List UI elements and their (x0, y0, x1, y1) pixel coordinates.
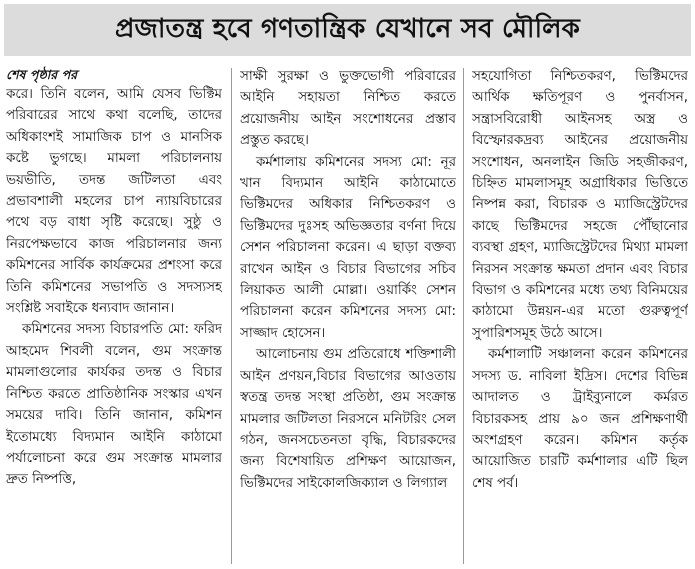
headline-banner (4, 4, 691, 56)
article-paragraph: আলোচনায় গুম প্রতিরোধে শক্তিশালী আইন প্রণয়ন,বিচার বিভাগের আওতায় স্বতন্ত্র তদন্ত সংস্থা প্রতিষ্ঠা, গুম সংক্রান্ত মামলার জটিলতা নিরসনে মনিটরিং সেল গঠন, জনসচেতনতা বৃদ্ধি, বিচারকদের জন্য বিশেষায়িত প্রশিক্ষণ আয়োজন, ভিক্টিমদের সাইকোলজিক্যাল ও লিগ্যাল (240, 347, 456, 491)
article-paragraph: করে। তিনি বলেন, আমি যেসব ভিক্টিম পরিবারের সাথে কথা বলেছি, তাদের অধিকাংশই সামাজিক চাপ ও মানসিক কষ্টে ভুগছে। মামলা পরিচালনায় ভয়ভীতি, তদন্ত জটিলতা এবং প্রভাবশালী মহলের চাপ ন্যায়বিচারের পথে বড় বাধা সৃষ্টি করেছে। সুষ্ঠু ও নিরপেক্ষভাবে কাজ পরিচালনার জন্য কমিশনের সার্বিক কার্যক্রমের প্রশংসা করে তিনি কমিশনের সভাপতি ও সদস্যসহ সংশ্লিষ্ট সবাইকে ধন্যবাদ জানান। (6, 87, 222, 317)
article-column-1 (6, 66, 222, 566)
column-divider (231, 68, 232, 564)
continued-label: শেষ পৃষ্ঠার পর (6, 67, 78, 82)
article-column-2 (240, 66, 456, 566)
article-headline: প্রজাতন্ত্র হবে গণতান্ত্রিক যেখানে সব মৌলিক (114, 14, 581, 44)
article-paragraph: কমিশনের সদস্য বিচারপতি মো: ফরিদ আহমেদ শিবলী বলেন, গুম সংক্রান্ত মামলাগুলোর কার্যকর তদন্ত ও বিচার নিশ্চিত করতে প্রাতিষ্ঠানিক সংস্কার এখন সময়ের দাবি। তিনি জানান, কমিশন ইতোমধ্যে বিদ্যমান আইনি কাঠামো পর্যালোচনা করে গুম সংক্রান্ত মামলার দ্রুত নিষ্পত্তি, (6, 322, 222, 488)
article-column-3 (472, 66, 688, 566)
article-paragraph: সহযোগিতা নিশ্চিতকরণ, ভিক্টিমদের আর্থিক ক্ষতিপূরণ ও পুনর্বাসন, সন্ত্রাসবিরোধী আইনসহ অস্ত্র ও বিস্ফোরকদ্রব্য আইনের প্রয়োজনীয় সংশোধন, অনলাইন জিডি সহজীকরণ, চিহ্নিত মামলাসমূহ অগ্রাধিকার ভিত্তিতে নিষ্পন্ন করা, বিচারক ও ম্যাজিস্ট্রেটদের কাছে ভিক্টিমদের সহজে পৌঁছানোর ব্যবস্থা গ্রহণ, ম্যাজিস্ট্রেটদের মিথ্যা মামলা নিরসন সংক্রান্ত ক্ষমতা প্রদান এবং বিচার বিভাগ ও কমিশনের মধ্যে তথ্য বিনিময়ের কাঠামো উন্নয়ন-এর মতো গুরুত্বপূর্ণ সুপারিশসমূহ উঠে আসে। (472, 69, 688, 341)
article-paragraph: সাক্ষী সুরক্ষা ও ভুক্তভোগী পরিবারের আইনি সহায়তা নিশ্চিত করতে প্রয়োজনীয় আইন সংশোধনের প্রস্তাব প্রস্তুত করছে। (240, 69, 456, 149)
article-paragraph: কর্মশালায় কমিশনের সদস্য মো: নূর খান বিদ্যমান আইনি কাঠামোতে ভিক্টিমদের অধিকার নিশ্চিতকরণ ও ভিক্টিমদের দুঃসহ অভিজ্ঞতার বর্ণনা দিয়ে সেশন পরিচালনা করেন। এ ছাড়া বক্তব্য রাখেন আইন ও বিচার বিভাগের সচিব লিয়াকত আলী মোল্লা। ওয়ার্কিং সেশন পরিচালনা করেন কমিশনের সদস্য মো: সাজ্জাদ হোসেন। (240, 154, 456, 341)
column-divider (463, 68, 464, 564)
article-paragraph: কর্মশালাটি সঞ্চালনা করেন কমিশনের সদস্য ড. নাবিলা ইদ্রিস। দেশের বিভিন্ন আদালত ও ট্রাইব্যুনালে কর্মরত বিচারকসহ প্রায় ৯০ জন প্রশিক্ষণার্থী অংশগ্রহণ করেন। কমিশন কর্তৃক আয়োজিত চারটি কর্মশালার এটি ছিল শেষ পর্ব। (472, 347, 688, 491)
